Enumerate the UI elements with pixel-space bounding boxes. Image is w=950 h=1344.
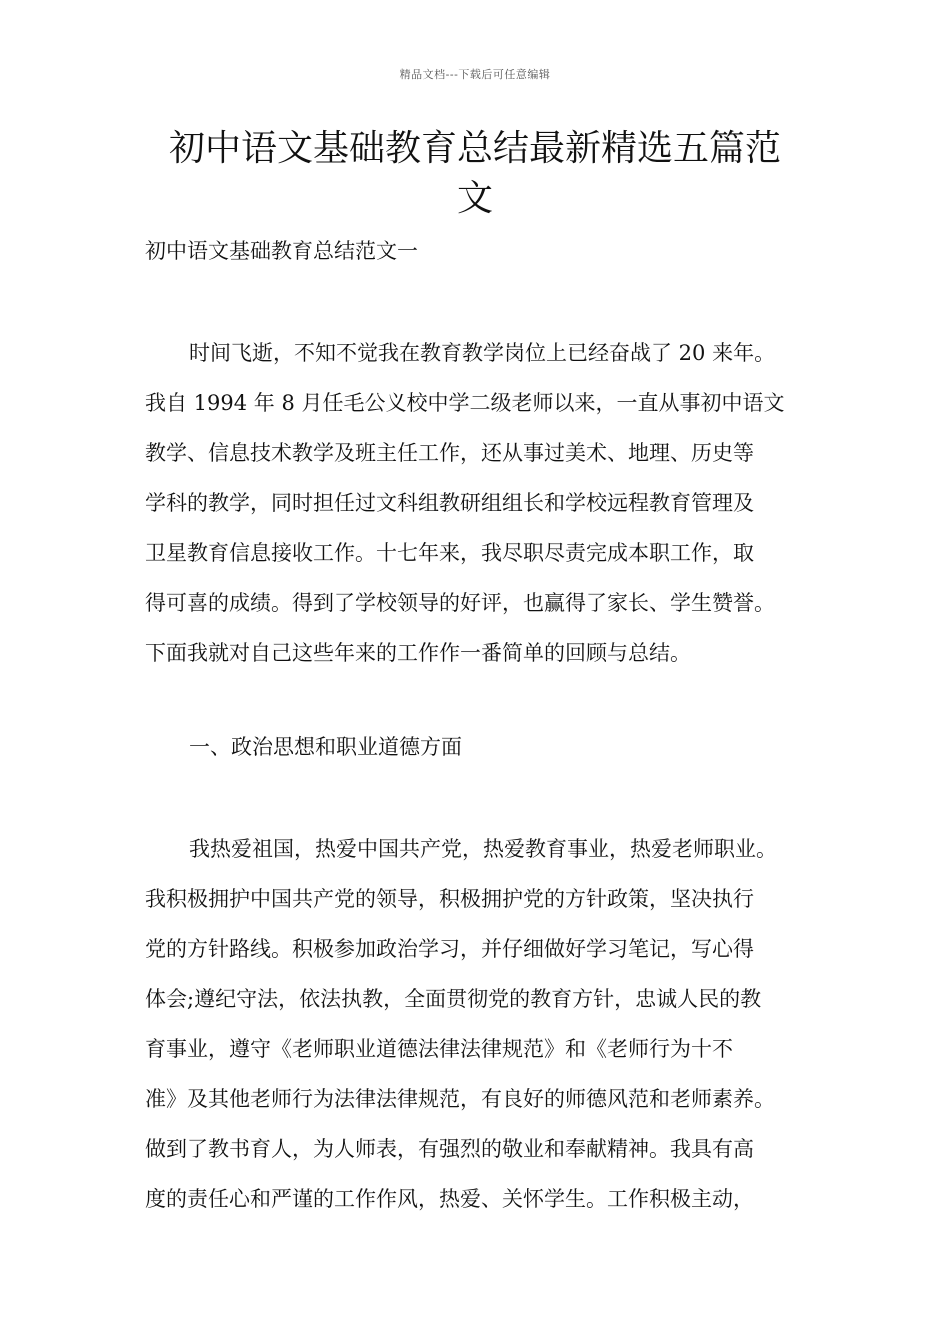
section-heading (145, 722, 815, 772)
paragraph-line: 准》及其他老师行为法律法律规范，有良好的师德风范和老师素养。 (145, 1087, 775, 1111)
paragraph-line: 党的方针路线。积极参加政治学习，并仔细做好学习笔记，写心得 (145, 937, 754, 961)
paragraph-line: 卫星教育信息接收工作。十七年来，我尽职尽责完成本职工作，取 (145, 541, 754, 565)
document-subtitle: 初中语文基础教育总结范文一 (145, 239, 418, 263)
section-heading-text: 一、政治思想和职业道德方面 (189, 735, 462, 759)
paragraph-line: 学科的教学，同时担任过文科组教研组组长和学校远程教育管理及 (145, 491, 754, 515)
paragraph-line: 时间飞逝，不知不觉我在教育教学岗位上已经奋战了 20 来年。 (189, 341, 776, 365)
paragraph-line: 得可喜的成绩。得到了学校领导的好评，也赢得了家长、学生赞誉。 (145, 591, 775, 615)
paragraph-line: 教学、信息技术教学及班主任工作，还从事过美术、地理、历史等 (145, 441, 754, 465)
paragraph-line: 下面我就对自己这些年来的工作作一番简单的回顾与总结。 (145, 641, 691, 665)
document-title (130, 124, 820, 224)
page-header: 精品文档---下载后可任意编辑 (399, 68, 551, 81)
paragraph-intro (145, 328, 815, 678)
paragraph-line: 体会;遵纪守法，依法执教，全面贯彻党的教育方针，忠诚人民的教 (145, 987, 762, 1011)
paragraph-line: 做到了教书育人，为人师表，有强烈的敬业和奉献精神。我具有高 (145, 1137, 754, 1161)
title-line: 文 (456, 178, 493, 219)
paragraph-line: 我自 1994 年 8 月任毛公义校中学二级老师以来，一直从事初中语文 (145, 391, 785, 415)
paragraph-line: 我积极拥护中国共产党的领导，积极拥护党的方针政策，坚决执行 (145, 887, 754, 911)
paragraph-line: 度的责任心和严谨的工作作风，热爱、关怀学生。工作积极主动， (145, 1187, 754, 1211)
paragraph-politics (145, 824, 815, 1224)
title-line: 初中语文基础教育总结最新精选五篇范 (168, 128, 781, 169)
paragraph-line: 我热爱祖国，热爱中国共产党，热爱教育事业，热爱老师职业。 (189, 837, 777, 861)
paragraph-line: 育事业，遵守《老师职业道德法律法律规范》和《老师行为十不 (145, 1037, 733, 1061)
